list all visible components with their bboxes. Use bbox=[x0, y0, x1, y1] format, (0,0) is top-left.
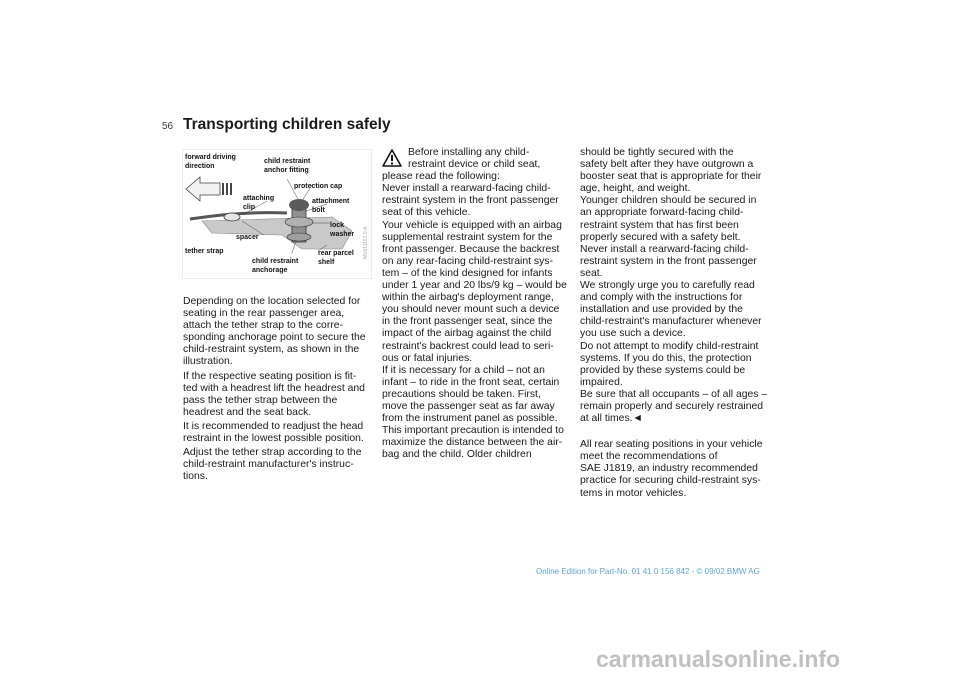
page-title: Transporting children safely bbox=[183, 116, 391, 133]
label-attachment: attachment bbox=[312, 198, 350, 205]
label-spacer: spacer bbox=[236, 234, 259, 241]
paragraph-older-children bbox=[580, 147, 780, 425]
label-lock: lock bbox=[330, 222, 345, 229]
illustration-code: MV011151.9.A bbox=[363, 226, 369, 259]
label-clip: clip bbox=[243, 204, 256, 211]
label-tether-strap: tether strap bbox=[185, 248, 224, 255]
paragraph-older-children-text: should be tightly secured with the safety belt after they have outgrown a booster seat that is appropriate for their age, height, and weight. Younger children should be secured in an appropriate forward-facing child- restraint system that has first been properly secured with a safety belt. Never install a rearward-facing child- restraint system in the front passenger seat. We strongly urge you to carefully read and comply with the instructions for installation and use provided by the child-restraint's manufacturer whenever you use such a device. Do not attempt to modify child-restraint systems. If you do this, the protection provided by these systems could be impaired. Be sure that all occupants – of all ages – remain properly and securely restrained at all times. bbox=[580, 147, 768, 425]
footer-edition: Online Edition for Part-No. 01 41 0 156 842 - © 09/02 BMW AG bbox=[536, 567, 760, 576]
paragraph-sae-j1819: All rear seating positions in your vehicle meet the recommendations of SAE J1819, an industry recommended practice for securing child-restraint sys- tems in motor vehicles. bbox=[580, 439, 763, 499]
label-attaching: attaching bbox=[243, 195, 275, 202]
paragraph-headrest: If the respective seating position is fit- ted with a headrest lift the headrest and pass the tether strap between the headrest and the seat back. bbox=[183, 370, 365, 418]
paragraph-readjust: It is recommended to readjust the head restraint in the lowest possible position. bbox=[183, 420, 364, 445]
page-number: 56 bbox=[162, 121, 174, 132]
label-direction: direction bbox=[185, 163, 215, 170]
label-bolt: bolt bbox=[312, 207, 325, 214]
label-child-restraint-anchorage: child restraint bbox=[252, 258, 299, 265]
label-anchorage: anchorage bbox=[252, 267, 288, 274]
watermark: carmanualsonline.info bbox=[596, 646, 841, 672]
label-forward-driving: forward driving bbox=[185, 154, 236, 161]
tether-strap-illustration bbox=[182, 149, 372, 279]
column-3 bbox=[580, 147, 780, 502]
warning-icon bbox=[382, 149, 402, 167]
paragraph-adjust-tether: Adjust the tether strap according to the child-restraint manufacturer's instruc- tions. bbox=[183, 447, 362, 483]
label-anchor-fitting: anchor fitting bbox=[264, 167, 309, 174]
end-mark: ◄ bbox=[632, 413, 643, 425]
label-shelf: shelf bbox=[318, 259, 335, 266]
label-protection-cap: protection cap bbox=[294, 183, 343, 190]
label-child-restraint: child restraint bbox=[264, 158, 311, 165]
label-rear-parcel: rear parcel bbox=[318, 250, 354, 257]
paragraph-seating-location: Depending on the location selected for seating in the rear passenger area, attach the tether strap to the corre- sponding anchorage point to secure the child-restraint system, as shown in the illustration. bbox=[183, 296, 366, 368]
column-1 bbox=[183, 296, 383, 485]
label-washer: washer bbox=[330, 231, 355, 238]
column-2 bbox=[382, 147, 582, 463]
paragraph-airbag-warning: Before installing any child- restraint device or child seat, please read the following: Never install a rearward-facing child- restraint system in the front passenger seat of this vehicle. Your vehicle is equipped with an airbag supplemental restraint system for the front passenger. Because the backrest on any rear-facing child-restraint sys- tem – of the kind designed for infants under 1 year and 20 lbs/9 kg – would be within the airbag's deployment range, you should never mount such a device in the front passenger seat, since the impact of the airbag against the child restraint's backrest could lead to seri- ous or fatal injuries. If it is necessary for a child – not an infant – to ride in the front seat, certain precautions should be taken. First, move the passenger seat as far away from the instrument panel as possible. This important precaution is intended to maximize the distance between the air- bag and the child. Older children bbox=[382, 147, 567, 461]
illustration-drawing bbox=[182, 149, 372, 279]
